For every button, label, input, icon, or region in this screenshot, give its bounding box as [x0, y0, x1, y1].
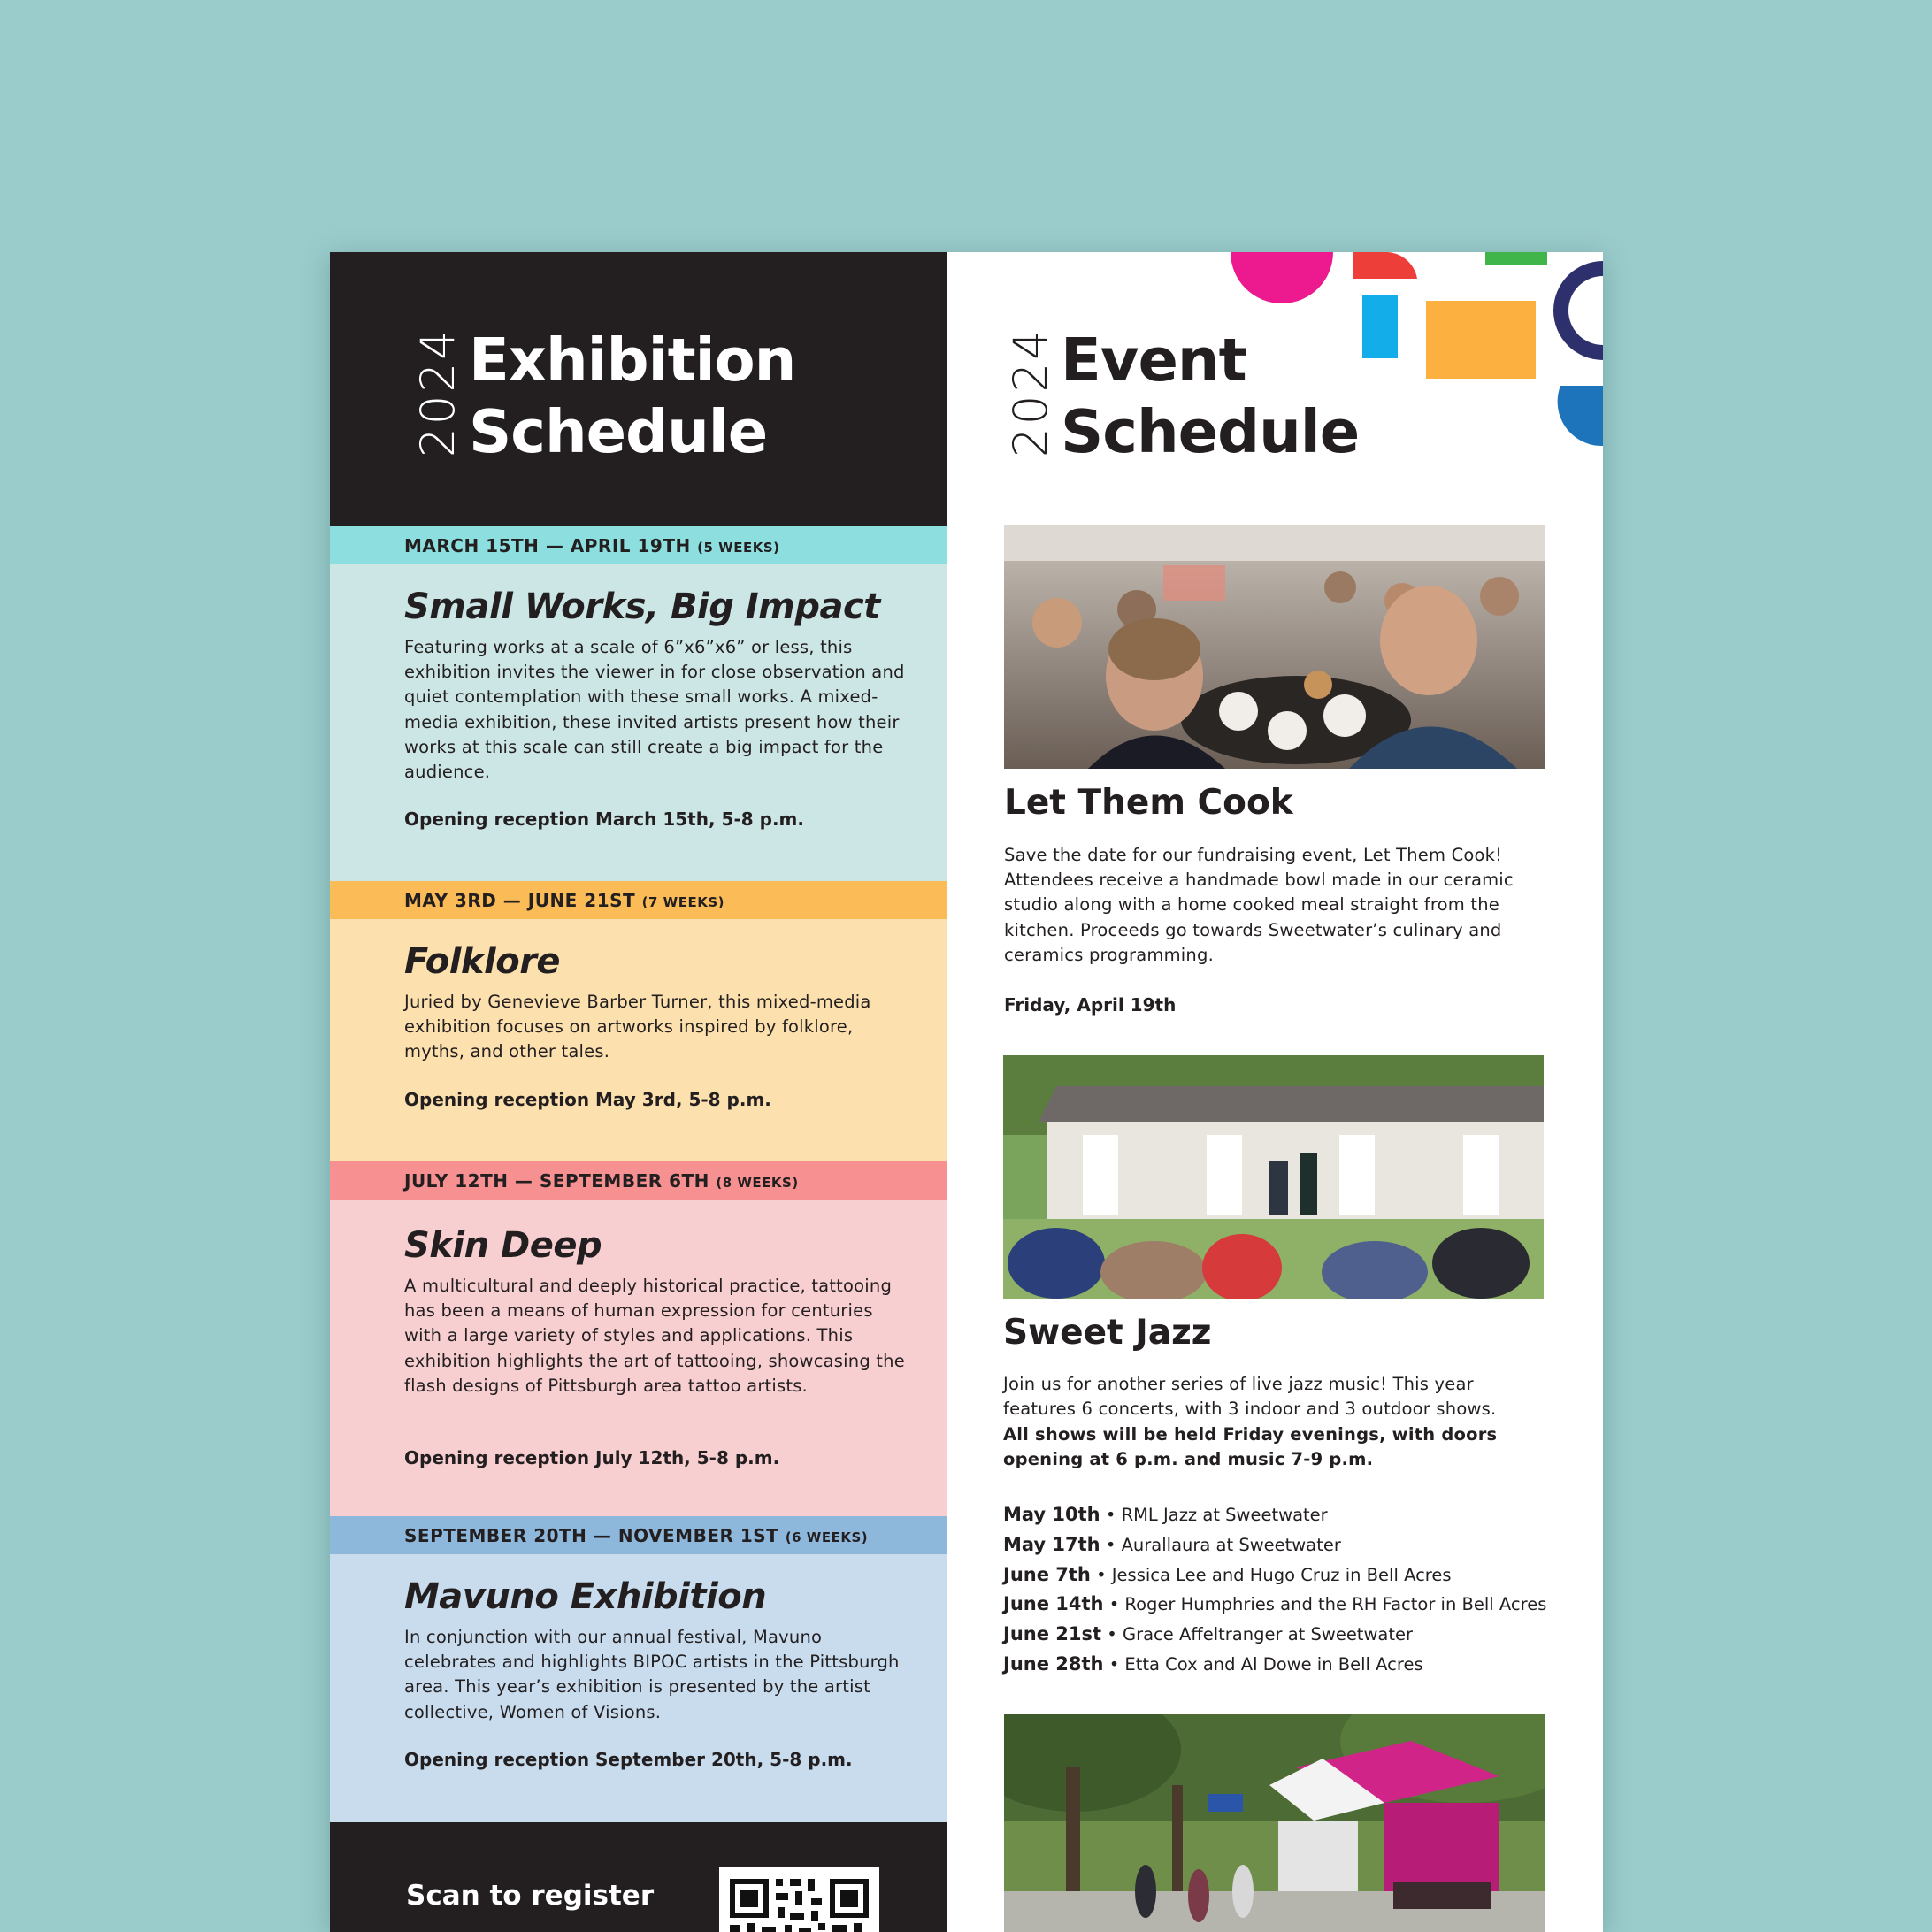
exhibition-name: Mavuno Exhibition — [404, 1576, 767, 1617]
opening-reception: Opening reception July 12th, 5-8 p.m. — [404, 1447, 780, 1468]
event-description: Save the date for our fundraising event, Let Them Cook! Attendees receive a handmade bowl made in our ceramic studio along with a home cooked meal straight from the kitchen. Proceeds go towards Sweetwater’s culinary and ceramics programming. — [1004, 845, 1514, 965]
event-title: Event Schedule — [1061, 326, 1360, 466]
event-description: Join us for another series of live jazz music! This year features 6 concerts, with 3 indoor and 3 outdoor shows. — [1003, 1374, 1497, 1420]
exhibition-title: Exhibition Schedule — [469, 326, 796, 466]
exhibition-year: 2024 — [411, 327, 465, 457]
event-column — [947, 252, 1603, 1932]
exhibition-dates-band — [330, 1516, 947, 1554]
exhibition-dates-band — [330, 1162, 947, 1200]
schedule-flyer — [330, 252, 1603, 1932]
jazz-lineup — [1003, 1500, 1546, 1680]
lineup-item: May 17th • Aurallaura at Sweetwater — [1003, 1533, 1341, 1555]
jazz-event-photo — [1003, 1055, 1544, 1299]
exhibition-dates: JULY 12TH — SEPTEMBER 6TH (8 WEEKS) — [404, 1170, 799, 1192]
exhibition-name: Skin Deep — [404, 1225, 602, 1266]
festival-event-photo — [1004, 1714, 1545, 1932]
exhibition-section — [330, 1554, 947, 1822]
scan-to-register-label: Scan to register — [406, 1880, 655, 1912]
exhibition-section — [330, 1200, 947, 1516]
exhibition-column — [330, 252, 947, 1932]
exhibition-dates: SEPTEMBER 20TH — NOVEMBER 1ST (6 WEEKS) — [404, 1525, 869, 1546]
lineup-item: May 10th • RML Jazz at Sweetwater — [1003, 1504, 1328, 1525]
exhibition-section — [330, 919, 947, 1162]
exhibition-description: Featuring works at a scale of 6”x6”x6” or less, this exhibition invites the viewer in for close observation and quiet contemplation with these small works. A mixed-media exhibition, these invited artists present how their works at this scale can still create a big impact for the audience. — [404, 637, 905, 783]
exhibition-dates-band — [330, 526, 947, 564]
opening-reception: Opening reception September 20th, 5-8 p.m. — [404, 1749, 853, 1770]
qr-code[interactable] — [719, 1867, 879, 1932]
lineup-item: June 21st • Grace Affeltranger at Sweetwater — [1003, 1623, 1414, 1645]
event-name: Sweet Jazz — [1003, 1313, 1212, 1353]
exhibition-name: Folklore — [404, 941, 561, 982]
opening-reception: Opening reception May 3rd, 5-8 p.m. — [404, 1089, 771, 1110]
lineup-item: June 28th • Etta Cox and Al Dowe in Bell Acres — [1003, 1652, 1423, 1675]
event-note: All shows will be held Friday evenings, with doors opening at 6 p.m. and music 7-9 p.m. — [1003, 1424, 1498, 1470]
register-footer — [330, 1822, 947, 1932]
event-year: 2024 — [1004, 327, 1058, 457]
lineup-item: June 14th • Roger Humphries and the RH Factor in Bell Acres — [1003, 1593, 1547, 1615]
lineup-item: June 7th • Jessica Lee and Hugo Cruz in Bell Acres — [1003, 1563, 1452, 1585]
opening-reception: Opening reception March 15th, 5-8 p.m. — [404, 809, 804, 830]
exhibition-dates: MARCH 15TH — APRIL 19TH (5 WEEKS) — [404, 535, 780, 556]
exhibition-dates: MAY 3RD — JUNE 21ST (7 WEEKS) — [404, 890, 724, 911]
dinner-event-photo — [1004, 525, 1545, 769]
exhibition-description: In conjunction with our annual festival, Mavuno celebrates and highlights BIPOC artists in the Pittsburgh area. This year’s exhibition is presented by the artist collective, Women of Visions. — [404, 1627, 900, 1722]
exhibition-description: A multicultural and deeply historical practice, tattooing has been a means of human expression for centuries with a large variety of styles and applications. This exhibition highlights the art of tattooing, showcasing the flash designs of Pittsburgh area tattoo artists. — [404, 1276, 905, 1396]
exhibition-section — [330, 564, 947, 881]
exhibition-dates-band — [330, 881, 947, 919]
event-name: Let Them Cook — [1004, 783, 1293, 823]
exhibition-description: Juried by Genevieve Barber Turner, this mixed-media exhibition focuses on artworks inspired by folklore, myths, and other tales. — [404, 992, 871, 1062]
event-date: Friday, April 19th — [1004, 994, 1177, 1016]
exhibition-name: Small Works, Big Impact — [404, 586, 880, 627]
